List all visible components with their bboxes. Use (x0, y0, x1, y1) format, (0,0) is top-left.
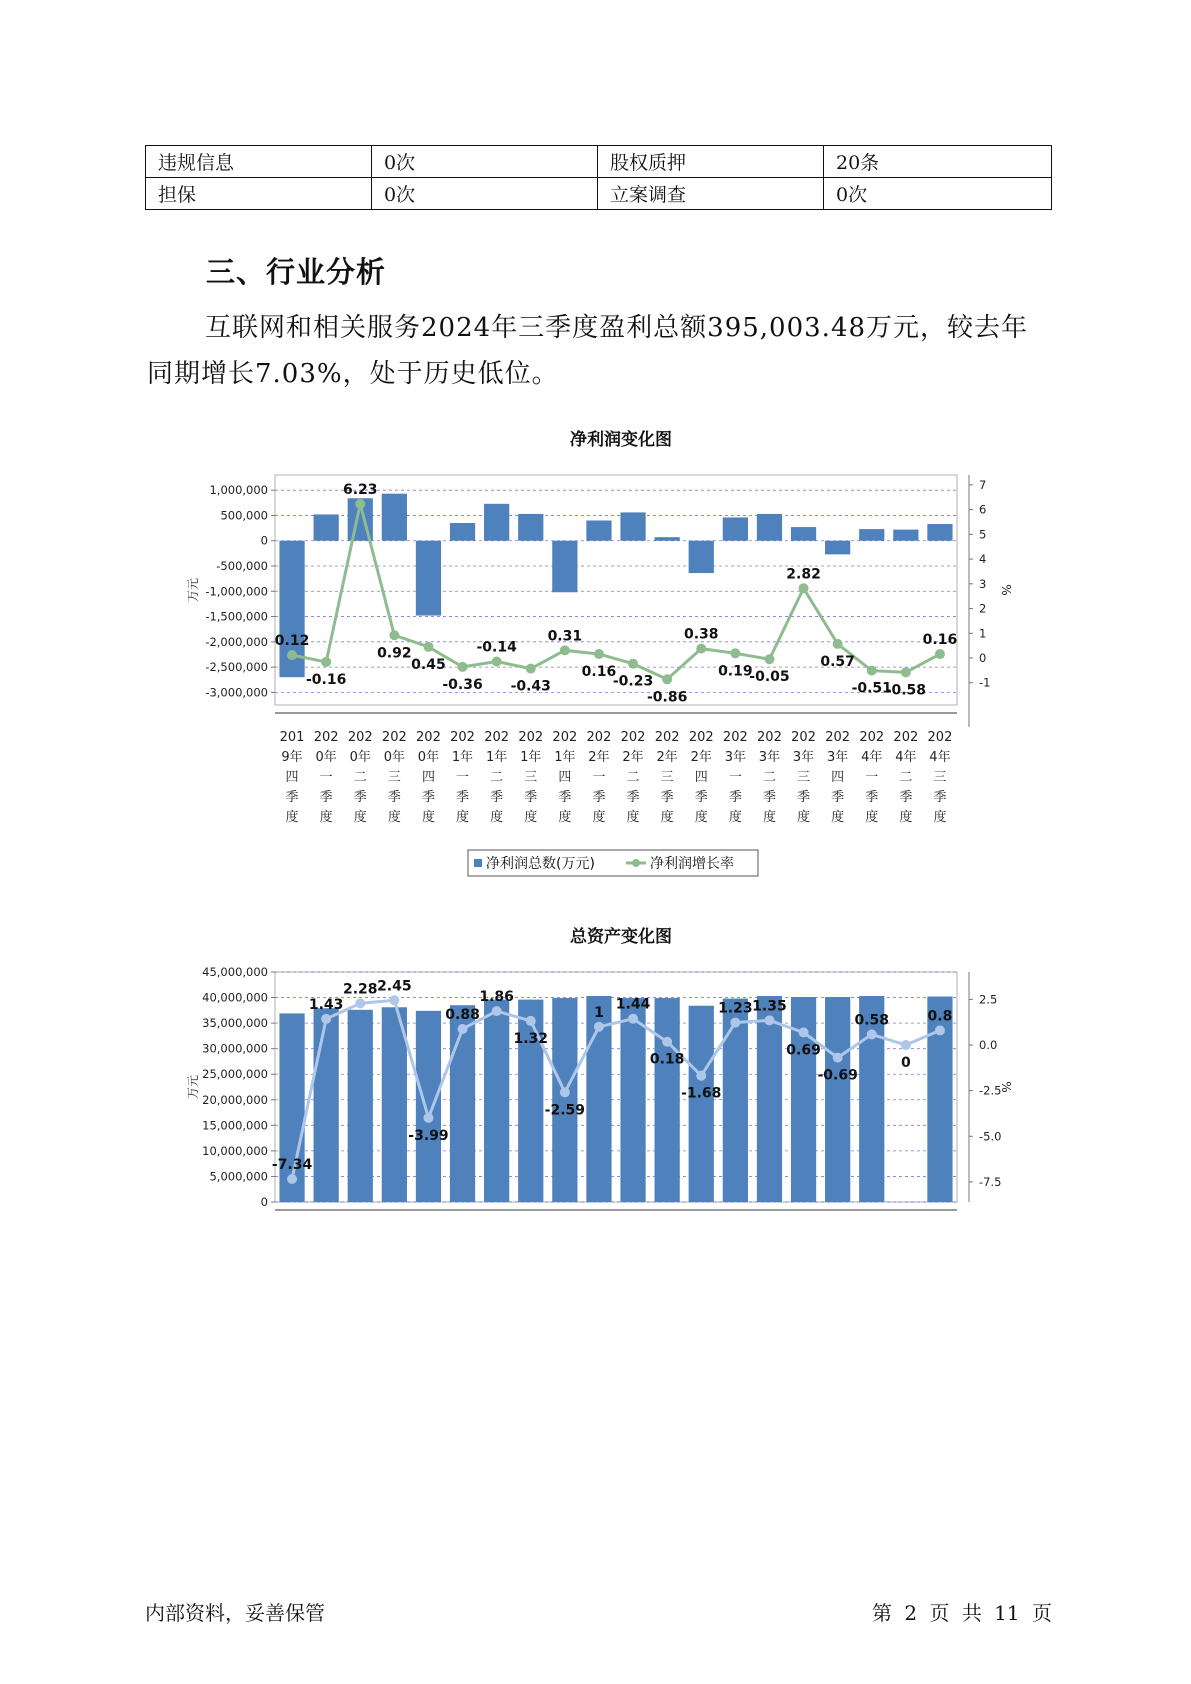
x-tick-label: 四 (285, 770, 299, 785)
bar (314, 1008, 339, 1202)
x-tick-label: 四 (831, 770, 845, 785)
data-label: -0.43 (510, 678, 551, 695)
data-label: 2.82 (786, 566, 821, 583)
y-axis-label: 万元 (186, 577, 200, 603)
table-cell: 违规信息 (146, 146, 372, 178)
line-point (799, 1027, 809, 1037)
chart-title: 净利润变化图 (570, 430, 672, 450)
data-label: 6.23 (342, 481, 378, 498)
info-table (145, 145, 1052, 210)
x-tick-label: 季 (762, 790, 776, 805)
x-tick-label: 度 (660, 810, 674, 825)
x-tick-label: 202 (313, 730, 339, 745)
x-tick-label: 季 (490, 790, 504, 805)
y-tick-label: 40,000,000 (202, 990, 268, 1005)
line-point (833, 1053, 843, 1063)
line-point (287, 650, 297, 660)
data-label: 1.35 (752, 998, 787, 1015)
y-tick-label: 1,000,000 (209, 483, 268, 498)
line-point (764, 654, 774, 664)
line-point (935, 1025, 945, 1035)
x-tick-label: 季 (319, 790, 333, 805)
x-tick-label: 202 (416, 730, 441, 745)
x-tick-label: 一 (456, 770, 470, 785)
y-tick-label: 25,000,000 (202, 1067, 268, 1082)
footer-note: 内部资料，妥善保管 (145, 1601, 325, 1625)
x-tick-label: 4年 (895, 750, 917, 765)
x-tick-label: 0年 (383, 750, 405, 765)
x-tick-label: 二 (899, 770, 913, 785)
x-tick-label: 度 (933, 810, 947, 825)
bar (416, 1011, 441, 1202)
x-tick-label: 度 (421, 810, 435, 825)
data-label: -0.36 (442, 676, 483, 693)
x-tick-label: 一 (865, 770, 879, 785)
line-point (560, 645, 570, 655)
bar (552, 541, 577, 593)
section-heading: 三、行业分析 (206, 255, 387, 289)
data-label: 1 (594, 1004, 604, 1021)
data-label: -2.59 (544, 1102, 586, 1119)
y-tick-label: 0 (260, 1195, 268, 1209)
x-tick-label: 季 (456, 790, 470, 805)
x-tick-label: 202 (654, 730, 680, 745)
y2-axis-label: % (999, 584, 1013, 596)
x-tick-label: 一 (319, 770, 333, 785)
x-tick-label: 202 (859, 730, 885, 745)
legend-label: 净利润增长率 (650, 856, 734, 872)
line-point (901, 667, 911, 677)
data-label: 0.16 (922, 632, 958, 649)
line-point (389, 630, 399, 640)
line-point (423, 642, 433, 652)
x-tick-label: 202 (381, 730, 407, 745)
y-tick-label: -1,500,000 (205, 609, 268, 624)
line-point (594, 1022, 604, 1032)
bar (791, 527, 816, 541)
y2-tick-label: 3 (979, 576, 987, 591)
x-tick-label: 1年 (520, 750, 542, 765)
x-tick-label: 一 (728, 770, 742, 785)
table-cell: 股权质押 (598, 146, 824, 178)
y2-tick-label: -1 (979, 675, 991, 690)
x-tick-label: 201 (279, 730, 305, 745)
line-point (901, 1040, 911, 1050)
x-tick-label: 202 (620, 730, 646, 745)
data-label: 0.92 (377, 645, 412, 662)
bar (859, 529, 884, 541)
line-point (833, 639, 843, 649)
x-tick-label: 1年 (451, 750, 474, 765)
data-label: -1.68 (681, 1085, 722, 1102)
x-tick-label: 四 (694, 770, 708, 785)
data-label: -0.05 (749, 669, 790, 686)
line-point (526, 1016, 536, 1026)
data-label: 1.23 (718, 1000, 753, 1017)
x-tick-label: 四 (421, 770, 435, 785)
data-label: -7.34 (271, 1157, 313, 1173)
y-tick-label: 20,000,000 (202, 1092, 268, 1107)
x-tick-label: 202 (722, 730, 748, 745)
x-tick-label: 度 (899, 810, 913, 825)
line-point (492, 656, 502, 666)
line-point (355, 499, 365, 509)
bar (825, 997, 850, 1202)
x-tick-label: 三 (660, 770, 674, 785)
legend-swatch-point (632, 859, 640, 867)
y-axis-label: 万元 (186, 1074, 200, 1100)
table-row (146, 178, 1052, 210)
x-tick-label: 202 (893, 730, 919, 745)
total-assets-chart (0, 922, 1191, 1377)
x-tick-label: 2年 (690, 750, 712, 765)
line-point (458, 1024, 468, 1034)
x-tick-label: 季 (933, 790, 947, 805)
x-tick-label: 3年 (792, 750, 815, 765)
data-label: 0.69 (786, 1042, 821, 1059)
x-tick-label: 度 (319, 810, 333, 825)
bar (552, 998, 577, 1202)
y2-tick-label: 1 (979, 626, 987, 641)
y2-tick-label: 0 (979, 651, 987, 666)
data-label: 0.88 (445, 1006, 480, 1023)
bar (893, 530, 918, 541)
x-tick-label: 度 (524, 810, 538, 825)
line-point (867, 1029, 877, 1039)
data-label: -0.58 (885, 682, 927, 699)
line-point (321, 657, 331, 667)
page-number: 第 2 页 共 11 页 (872, 1601, 1052, 1625)
x-tick-label: 度 (831, 810, 845, 825)
y2-tick-label: 2.5 (979, 992, 998, 1007)
y-tick-label: -2,000,000 (205, 634, 268, 649)
y-tick-label: -2,500,000 (205, 660, 268, 675)
data-label: 2.28 (342, 981, 378, 998)
x-tick-label: 2年 (656, 750, 678, 765)
x-tick-label: 度 (285, 810, 299, 825)
x-tick-label: 度 (626, 810, 640, 825)
x-tick-label: 度 (456, 810, 470, 825)
y-tick-label: 0 (260, 533, 268, 548)
data-label: 1.32 (513, 1030, 549, 1047)
data-label: -0.86 (646, 689, 688, 706)
x-tick-label: 2年 (588, 750, 610, 765)
line-point (321, 1014, 331, 1024)
x-tick-label: 度 (558, 810, 572, 825)
x-tick-label: 0年 (349, 750, 371, 765)
bar (655, 998, 680, 1202)
data-label: 0.8 (927, 1008, 953, 1025)
table-cell: 担保 (146, 178, 372, 210)
bar (620, 512, 645, 540)
line-point (662, 1037, 672, 1047)
x-tick-label: 度 (387, 810, 401, 825)
bar (655, 537, 680, 541)
bar (757, 996, 782, 1202)
table-cell: 0次 (372, 178, 598, 210)
x-tick-label: 4年 (861, 750, 883, 765)
data-label: 0 (900, 1055, 911, 1072)
total-assets-chart-svg (0, 922, 1191, 1377)
x-tick-label: 季 (421, 790, 435, 805)
y-tick-label: -3,000,000 (205, 685, 268, 700)
y-tick-label: -1,000,000 (205, 584, 268, 599)
x-tick-label: 202 (586, 730, 612, 745)
x-tick-label: 三 (797, 770, 811, 785)
x-tick-label: 9年 (281, 750, 303, 765)
line-point (730, 1018, 740, 1028)
data-label: 1.43 (308, 996, 344, 1013)
bar (825, 541, 850, 555)
line-point (492, 1006, 502, 1016)
y-tick-label: 15,000,000 (202, 1118, 268, 1133)
y2-tick-label: -2.5 (979, 1083, 1002, 1098)
bar (689, 1006, 714, 1202)
bar (484, 1000, 509, 1202)
x-tick-label: 3年 (758, 750, 781, 765)
x-tick-label: 1年 (554, 750, 576, 765)
x-tick-label: 度 (490, 810, 504, 825)
x-tick-label: 季 (592, 790, 606, 805)
data-label: -0.23 (612, 673, 654, 690)
x-tick-label: 202 (347, 730, 373, 745)
line-point (423, 1113, 433, 1123)
line-point (799, 583, 809, 593)
x-tick-label: 季 (558, 790, 572, 805)
table-cell: 0次 (372, 146, 598, 178)
x-tick-label: 度 (694, 810, 708, 825)
bar (723, 999, 748, 1202)
x-tick-label: 1年 (486, 750, 508, 765)
y2-tick-label: 0.0 (979, 1038, 998, 1053)
bar (586, 520, 611, 540)
y2-tick-label: 6 (979, 502, 987, 517)
legend-label: 净利润总数(万元) (486, 856, 595, 872)
table-row (146, 146, 1052, 178)
x-tick-label: 度 (592, 810, 606, 825)
data-label: 0.12 (274, 633, 310, 650)
info-table-body (146, 146, 1052, 210)
line-point (935, 649, 945, 659)
bar (450, 1005, 475, 1202)
x-tick-label: 季 (524, 790, 538, 805)
bar (518, 514, 543, 541)
data-label: 0.31 (547, 628, 583, 645)
data-label: -0.69 (817, 1067, 858, 1084)
x-tick-label: 202 (825, 730, 851, 745)
x-tick-label: 2年 (622, 750, 644, 765)
table-cell: 0次 (824, 178, 1052, 210)
x-tick-label: 度 (865, 810, 879, 825)
data-label: 0.16 (581, 664, 617, 681)
legend-swatch-bar (474, 859, 482, 867)
line-point (389, 995, 399, 1005)
data-label: 0.38 (683, 626, 719, 643)
x-tick-label: 二 (626, 770, 640, 785)
bar (723, 517, 748, 540)
data-label: 1.86 (479, 989, 514, 1006)
x-tick-label: 二 (490, 770, 504, 785)
bar (450, 523, 475, 541)
x-tick-label: 季 (387, 790, 401, 805)
x-tick-label: 季 (899, 790, 913, 805)
data-label: -0.16 (305, 671, 347, 688)
x-tick-label: 季 (694, 790, 708, 805)
bar (348, 1010, 373, 1202)
x-tick-label: 3年 (827, 750, 849, 765)
x-tick-label: 一 (592, 770, 606, 785)
line-point (628, 1014, 638, 1024)
line-point (696, 1071, 706, 1081)
x-tick-label: 4年 (929, 750, 951, 765)
x-tick-label: 季 (285, 790, 299, 805)
bar (757, 514, 782, 541)
line-point (458, 662, 468, 672)
line-point (526, 664, 536, 674)
x-tick-label: 202 (927, 730, 953, 745)
x-tick-label: 202 (688, 730, 714, 745)
x-tick-label: 3年 (724, 750, 746, 765)
net-profit-chart (0, 425, 1191, 880)
x-tick-label: 度 (762, 810, 776, 825)
section-paragraph: 互联网和相关服务2024年三季度盈利总额395,003.48万元，较去年同期增长7.03%，处于历史低位。 (147, 313, 1029, 389)
x-tick-label: 三 (387, 770, 401, 785)
x-tick-label: 二 (762, 770, 776, 785)
data-label: -0.51 (851, 680, 892, 697)
x-tick-label: 三 (933, 770, 947, 785)
x-tick-label: 三 (524, 770, 538, 785)
data-label: 0.45 (411, 656, 446, 673)
net-profit-chart-svg (0, 425, 1191, 880)
line-point (730, 648, 740, 658)
bar (689, 541, 714, 573)
x-tick-label: 季 (797, 790, 811, 805)
bar (620, 998, 645, 1202)
x-tick-label: 四 (558, 770, 572, 785)
table-cell: 20条 (824, 146, 1052, 178)
bar (484, 504, 509, 541)
data-label: 0.18 (649, 1051, 685, 1068)
y-tick-label: 45,000,000 (202, 965, 268, 979)
y2-tick-label: 4 (979, 552, 987, 567)
line-point (628, 659, 638, 669)
data-label: 2.45 (377, 978, 412, 995)
y-tick-label: 5,000,000 (209, 1169, 268, 1184)
table-cell: 立案调查 (598, 178, 824, 210)
x-tick-label: 202 (518, 730, 544, 745)
data-label: 1.44 (615, 996, 651, 1013)
bar (382, 494, 407, 541)
data-label: -0.14 (476, 639, 517, 656)
y-tick-label: 10,000,000 (202, 1143, 268, 1158)
x-tick-label: 二 (353, 770, 367, 785)
x-tick-label: 季 (865, 790, 879, 805)
y-tick-label: 30,000,000 (202, 1041, 268, 1056)
x-tick-label: 季 (728, 790, 742, 805)
y2-tick-label: -5.0 (979, 1129, 1002, 1144)
line-point (287, 1174, 297, 1184)
chart-title: 总资产变化图 (570, 927, 672, 947)
x-tick-label: 季 (626, 790, 640, 805)
x-tick-label: 度 (797, 810, 811, 825)
line-point (867, 666, 877, 676)
line-point (594, 649, 604, 659)
x-tick-label: 0年 (417, 750, 440, 765)
y2-tick-label: 2 (979, 601, 987, 616)
y2-axis-label: % (999, 1081, 1013, 1093)
x-tick-label: 季 (353, 790, 367, 805)
line-point (764, 1015, 774, 1025)
data-label: 0.57 (820, 653, 855, 670)
x-tick-label: 季 (831, 790, 845, 805)
x-tick-label: 202 (757, 730, 782, 745)
x-tick-label: 202 (791, 730, 816, 745)
y-tick-label: 500,000 (220, 508, 268, 523)
x-tick-label: 0年 (315, 750, 337, 765)
y2-tick-label: 7 (979, 477, 987, 492)
data-label: 0.58 (854, 1012, 890, 1029)
x-tick-label: 度 (353, 810, 367, 825)
line-point (560, 1087, 570, 1097)
data-label: -3.99 (408, 1127, 449, 1144)
y2-tick-label: 5 (979, 527, 987, 542)
bar (314, 514, 339, 540)
bar (382, 1007, 407, 1202)
x-tick-label: 202 (450, 730, 475, 745)
x-tick-label: 202 (552, 730, 578, 745)
x-tick-label: 202 (484, 730, 510, 745)
x-tick-label: 度 (728, 810, 742, 825)
y-tick-label: -500,000 (216, 558, 268, 573)
bar (927, 524, 952, 541)
x-tick-label: 季 (660, 790, 674, 805)
line-point (696, 644, 706, 654)
y-tick-label: 35,000,000 (202, 1016, 268, 1031)
bar (416, 541, 441, 616)
line-point (355, 998, 365, 1008)
data-label: 0.19 (718, 663, 753, 680)
line-point (662, 674, 672, 684)
y2-tick-label: -7.5 (979, 1174, 1002, 1189)
